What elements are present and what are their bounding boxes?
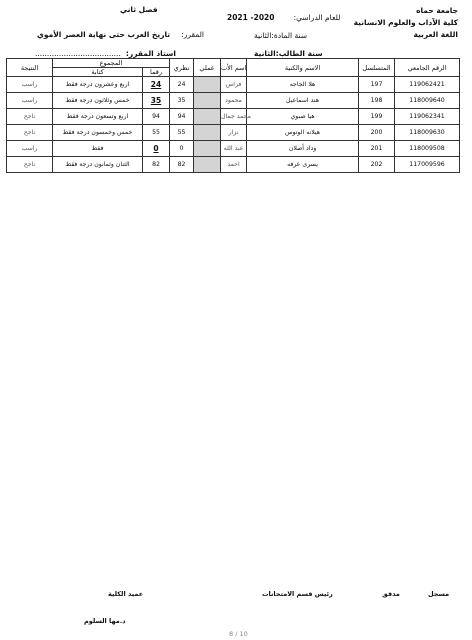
- cell-id: 117009596: [395, 157, 460, 173]
- academic-year-label: للعام الدراسي:: [293, 13, 341, 22]
- cell-name: هند اسماعيل: [247, 93, 359, 109]
- cell-practical: [194, 141, 221, 157]
- cell-written: خمس وثلاثون درجة فقط: [53, 93, 143, 109]
- cell-serial: 201: [359, 141, 395, 157]
- cell-practical: [194, 109, 221, 125]
- cell-written: اربع وعشرون درجة فقط: [53, 77, 143, 93]
- cell-theory: 35: [170, 93, 194, 109]
- cell-theory: 55: [170, 125, 194, 141]
- cell-theory: 24: [170, 77, 194, 93]
- cell-numeric: 82: [143, 157, 170, 173]
- header-serial: المتسلسل: [359, 59, 395, 77]
- cell-written: الثنان وثمانون درجة فقط: [53, 157, 143, 173]
- student-year-label: سنة الطالب:: [275, 49, 323, 58]
- cell-father: عبد الله: [221, 141, 247, 157]
- cell-result: ناجح: [7, 109, 53, 125]
- header-total: المجموع: [53, 59, 170, 68]
- cell-father: نزار: [221, 125, 247, 141]
- recorder-label: مسجل: [428, 590, 450, 598]
- header-practical: عملي: [194, 59, 221, 77]
- cell-name: هيا صبوي: [247, 109, 359, 125]
- header-result: النتيجة: [7, 59, 53, 77]
- cell-numeric: [143, 93, 170, 109]
- university-name: جامعة حماه: [416, 6, 458, 15]
- cell-father: محمد جمال: [221, 109, 247, 125]
- checker-label: مدقق: [382, 590, 400, 598]
- cell-numeric: [143, 141, 170, 157]
- cell-theory: 0: [170, 141, 194, 157]
- cell-id: 118009640: [395, 93, 460, 109]
- grades-table: [6, 58, 460, 173]
- cell-numeric: 55: [143, 125, 170, 141]
- academic-year: [227, 5, 340, 24]
- cell-name: هلا الجاجه: [247, 77, 359, 93]
- table-row: [7, 77, 460, 93]
- numeric-grade-underlined: 0: [153, 144, 159, 153]
- header-father: اسم الأب: [221, 59, 247, 77]
- cell-written: فقط: [53, 141, 143, 157]
- cell-father: محمود: [221, 93, 247, 109]
- cell-name: وداد أصلان: [247, 141, 359, 157]
- header-theory: نظري: [170, 59, 194, 77]
- instructor-value: ....................................: [35, 49, 121, 58]
- table-row: [7, 109, 460, 125]
- cell-practical: [194, 77, 221, 93]
- faculty-name: كلية الآداب والعلوم الانسانية: [353, 18, 458, 27]
- table-row: [7, 141, 460, 157]
- cell-serial: 198: [359, 93, 395, 109]
- cell-result: ناجح: [7, 157, 53, 173]
- dean-name: د.مها السلوم: [84, 617, 126, 625]
- numeric-grade-underlined: 35: [150, 96, 162, 105]
- cell-result: ناجح: [7, 125, 53, 141]
- cell-id: 118009630: [395, 125, 460, 141]
- table-row: [7, 125, 460, 141]
- cell-name: هيلانه الونوس: [247, 125, 359, 141]
- cell-theory: 94: [170, 109, 194, 125]
- cell-serial: 199: [359, 109, 395, 125]
- numeric-grade-underlined: 24: [150, 80, 162, 89]
- dean-label: عميد الكلية: [108, 590, 144, 598]
- course-value: تاريخ العرب حتى نهاية العصر الأموي: [37, 30, 171, 39]
- cell-numeric: 94: [143, 109, 170, 125]
- student-year-value: الثانية: [254, 49, 276, 58]
- header-written: كتابة: [53, 68, 143, 77]
- cell-numeric: [143, 77, 170, 93]
- cell-practical: [194, 125, 221, 141]
- cell-serial: 202: [359, 157, 395, 173]
- cell-father: فراس: [221, 77, 247, 93]
- table-row: [7, 157, 460, 173]
- cell-serial: 200: [359, 125, 395, 141]
- department-name: اللغة العربية: [413, 30, 458, 39]
- semester: فصل ثاني: [120, 5, 158, 14]
- cell-theory: 82: [170, 157, 194, 173]
- instructor-label: استاذ المقرر:: [125, 49, 177, 58]
- header-numeric: رقما: [143, 68, 170, 77]
- cell-serial: 197: [359, 77, 395, 93]
- cell-result: راسب: [7, 77, 53, 93]
- course-label: المقرر:: [181, 30, 204, 39]
- page-indicator: 8 / 10: [229, 630, 248, 638]
- exam-head-label: رئيس قسم الامتحانات: [262, 590, 333, 598]
- cell-result: راسب: [7, 93, 53, 109]
- cell-id: 118009508: [395, 141, 460, 157]
- cell-written: اربع وتسعون درجة فقط: [53, 109, 143, 125]
- cell-id: 119062421: [395, 77, 460, 93]
- cell-practical: [194, 157, 221, 173]
- cell-written: خمس وخمسون درجة فقط: [53, 125, 143, 141]
- course: [37, 22, 204, 41]
- cell-name: يسرى عرفه: [247, 157, 359, 173]
- cell-practical: [194, 93, 221, 109]
- subject-year-label: سنة المادة:: [271, 31, 308, 40]
- academic-year-value: 2020- 2021: [227, 13, 275, 22]
- subject-year-value: الثانية: [254, 31, 272, 40]
- cell-father: احمد: [221, 157, 247, 173]
- header-name: الاسم والكنية: [247, 59, 359, 77]
- cell-id: 119062341: [395, 109, 460, 125]
- subject-year: [254, 23, 307, 42]
- header-id: الرقم الجامعي: [395, 59, 460, 77]
- table-row: [7, 93, 460, 109]
- cell-result: راسب: [7, 141, 53, 157]
